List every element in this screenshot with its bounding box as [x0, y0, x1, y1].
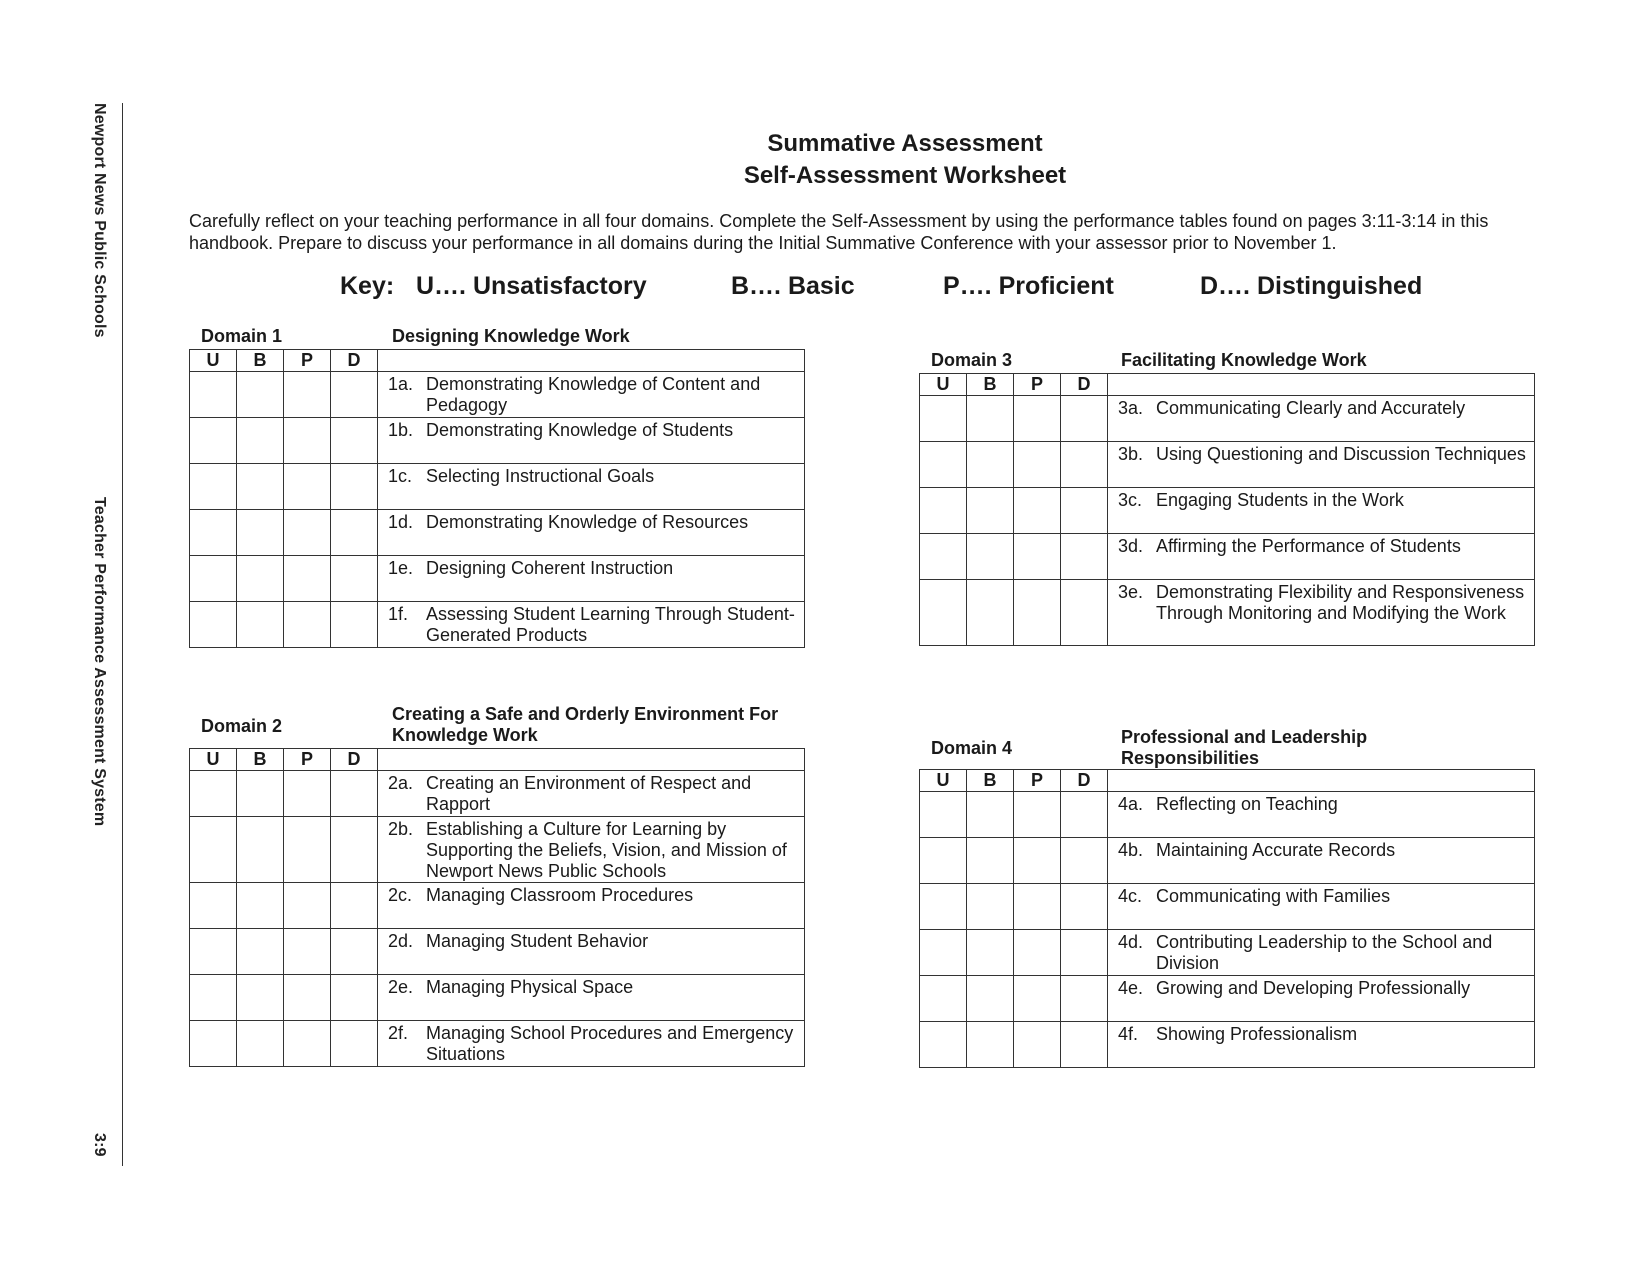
rating-box-d[interactable] — [331, 464, 378, 510]
component-code: 2a. — [388, 773, 414, 793]
component-cell — [1108, 442, 1535, 488]
rating-box-d[interactable] — [331, 771, 378, 817]
component-cell — [378, 418, 805, 464]
component-text: Demonstrating Flexibility and Responsiveness Through Monitoring and Modifying the Work — [1156, 582, 1525, 623]
rating-box-p[interactable] — [1014, 488, 1061, 534]
component-text: Affirming the Performance of Students — [1156, 536, 1461, 556]
component-cell — [1108, 534, 1535, 580]
rating-box-u[interactable] — [190, 817, 237, 883]
domain-2-table — [189, 748, 805, 1067]
domain-1-table — [189, 349, 805, 648]
component-code: 2e. — [388, 977, 414, 997]
rating-box-p[interactable] — [1014, 792, 1061, 838]
rating-box-p[interactable] — [284, 464, 331, 510]
table-row — [920, 580, 1535, 646]
rating-box-d[interactable] — [1061, 534, 1108, 580]
rating-box-d[interactable] — [331, 1021, 378, 1067]
rating-box-p[interactable] — [1014, 1022, 1061, 1068]
component-cell — [378, 372, 805, 418]
component-code: 1f. — [388, 604, 409, 624]
rating-box-d[interactable] — [1061, 884, 1108, 930]
component-text: Managing Student Behavior — [426, 931, 649, 951]
component-cell — [1108, 884, 1535, 930]
rating-box-u[interactable] — [920, 838, 967, 884]
table-row — [190, 975, 805, 1021]
rating-box-d[interactable] — [1061, 488, 1108, 534]
rating-box-p[interactable] — [284, 418, 331, 464]
component-cell — [378, 771, 805, 817]
table-row — [190, 929, 805, 975]
component-cell — [378, 556, 805, 602]
rating-box-b[interactable] — [237, 510, 284, 556]
table-row — [920, 396, 1535, 442]
rating-box-d[interactable] — [1061, 442, 1108, 488]
table-row — [190, 771, 805, 817]
rating-box-u[interactable] — [190, 929, 237, 975]
rating-box-u[interactable] — [190, 883, 237, 929]
component-text: Demonstrating Knowledge of Resources — [426, 512, 749, 532]
column-header-d: D — [1061, 374, 1108, 396]
component-text: Designing Coherent Instruction — [426, 558, 674, 578]
rating-box-u[interactable] — [190, 975, 237, 1021]
rating-box-b[interactable] — [967, 792, 1014, 838]
rating-box-d[interactable] — [1061, 976, 1108, 1022]
domain-1-label: Domain 1 — [201, 326, 283, 346]
margin-rule — [122, 103, 123, 1166]
component-cell — [1108, 396, 1535, 442]
rating-box-b[interactable] — [967, 488, 1014, 534]
rating-box-p[interactable] — [1014, 930, 1061, 976]
rating-box-d[interactable] — [331, 602, 378, 648]
component-cell — [1108, 792, 1535, 838]
rating-box-d[interactable] — [1061, 580, 1108, 646]
component-cell — [1108, 488, 1535, 534]
column-header-p: P — [284, 350, 331, 372]
rating-box-d[interactable] — [331, 418, 378, 464]
rating-box-b[interactable] — [967, 1022, 1014, 1068]
instructions-paragraph: Carefully reflect on your teaching performance in all four domains. Complete the Self-Assessment by using the performance tables found on pages 3:11-3:14 in this handbook. Prepare to discuss your performance in all domains during the Initial Summative Conference with your assessor prior to November 1. — [189, 211, 1489, 253]
rating-box-u[interactable] — [920, 534, 967, 580]
rating-box-u[interactable] — [190, 510, 237, 556]
rating-box-b[interactable] — [967, 930, 1014, 976]
component-text: Creating an Environment of Respect and Rapport — [426, 773, 752, 814]
table-row — [190, 556, 805, 602]
rating-box-u[interactable] — [920, 1022, 967, 1068]
rating-box-p[interactable] — [1014, 580, 1061, 646]
component-text: Demonstrating Knowledge of Content and Pedagogy — [426, 374, 761, 415]
component-text: Growing and Developing Professionally — [1156, 978, 1471, 998]
domain-2-label: Domain 2 — [201, 716, 283, 736]
table-row — [920, 976, 1535, 1022]
component-cell — [378, 817, 805, 883]
rating-box-p[interactable] — [1014, 838, 1061, 884]
rating-box-p[interactable] — [284, 975, 331, 1021]
table-row — [190, 510, 805, 556]
rating-box-u[interactable] — [920, 580, 967, 646]
component-text: Managing Classroom Procedures — [426, 885, 694, 905]
rating-box-p[interactable] — [284, 1021, 331, 1067]
rating-box-u[interactable] — [190, 464, 237, 510]
rating-box-p[interactable] — [1014, 884, 1061, 930]
rating-box-b[interactable] — [237, 1021, 284, 1067]
rating-box-u[interactable] — [920, 930, 967, 976]
column-header-descriptor — [1108, 770, 1535, 792]
rating-box-d[interactable] — [331, 817, 378, 883]
rating-box-u[interactable] — [920, 442, 967, 488]
rating-box-d[interactable] — [1061, 396, 1108, 442]
component-text: Managing School Procedures and Emergency Situations — [426, 1023, 794, 1064]
rating-box-d[interactable] — [331, 372, 378, 418]
domain-4-title: Professional and Leadership Responsibilities — [1121, 727, 1368, 768]
component-text: Maintaining Accurate Records — [1156, 840, 1396, 860]
column-header-b: B — [967, 374, 1014, 396]
component-code: 1e. — [388, 558, 414, 578]
table-row — [190, 1021, 805, 1067]
component-text: Establishing a Culture for Learning by Supporting the Beliefs, Vision, and Mission of Newport News Public Schools — [426, 819, 787, 881]
rating-box-b[interactable] — [237, 929, 284, 975]
column-header-p: P — [284, 749, 331, 771]
rating-box-u[interactable] — [190, 602, 237, 648]
rating-box-p[interactable] — [284, 883, 331, 929]
component-text: Communicating Clearly and Accurately — [1156, 398, 1466, 418]
rating-box-u[interactable] — [920, 976, 967, 1022]
column-header-b: B — [237, 350, 284, 372]
rating-box-p[interactable] — [1014, 442, 1061, 488]
domain-3-table — [919, 373, 1535, 646]
component-text: Using Questioning and Discussion Techniques — [1156, 444, 1526, 464]
table-row — [190, 418, 805, 464]
component-cell — [1108, 1022, 1535, 1068]
rating-box-p[interactable] — [1014, 396, 1061, 442]
rating-box-p[interactable] — [1014, 976, 1061, 1022]
component-cell — [1108, 930, 1535, 976]
component-code: 1a. — [388, 374, 414, 394]
component-code: 3a. — [1118, 398, 1144, 418]
rating-box-p[interactable] — [284, 372, 331, 418]
component-cell — [378, 464, 805, 510]
rating-box-b[interactable] — [237, 556, 284, 602]
rating-box-b[interactable] — [237, 372, 284, 418]
column-header-u: U — [920, 374, 967, 396]
rating-box-b[interactable] — [237, 771, 284, 817]
component-code: 2b. — [388, 819, 414, 839]
column-header-descriptor — [378, 350, 805, 372]
rating-box-d[interactable] — [1061, 930, 1108, 976]
rating-box-b[interactable] — [967, 838, 1014, 884]
rating-box-p[interactable] — [284, 556, 331, 602]
column-header-descriptor — [1108, 374, 1535, 396]
table-row — [190, 602, 805, 648]
component-cell — [378, 510, 805, 556]
component-text: Communicating with Families — [1156, 886, 1391, 906]
rating-box-b[interactable] — [967, 976, 1014, 1022]
table-row — [190, 883, 805, 929]
component-text: Engaging Students in the Work — [1156, 490, 1404, 510]
component-code: 4f. — [1118, 1024, 1139, 1044]
rating-box-b[interactable] — [237, 817, 284, 883]
rating-box-u[interactable] — [190, 556, 237, 602]
rating-box-b[interactable] — [237, 975, 284, 1021]
component-cell — [1108, 976, 1535, 1022]
component-code: 4c. — [1118, 886, 1143, 906]
rating-box-p[interactable] — [284, 771, 331, 817]
table-row — [190, 372, 805, 418]
side-system-label: Teacher Performance Assessment System — [91, 497, 108, 827]
rating-box-d[interactable] — [331, 556, 378, 602]
rating-box-u[interactable] — [920, 396, 967, 442]
column-header-d: D — [331, 350, 378, 372]
rating-box-p[interactable] — [284, 602, 331, 648]
rating-box-u[interactable] — [920, 884, 967, 930]
domain-4-table — [919, 769, 1535, 1068]
key-unsatisfactory: U…. Unsatisfactory — [416, 272, 647, 300]
component-cell — [1108, 580, 1535, 646]
component-cell — [378, 929, 805, 975]
table-row — [920, 534, 1535, 580]
rating-box-d[interactable] — [1061, 792, 1108, 838]
component-code: 3b. — [1118, 444, 1144, 464]
component-text: Reflecting on Teaching — [1156, 794, 1338, 814]
column-header-p: P — [1014, 374, 1061, 396]
component-code: 3c. — [1118, 490, 1143, 510]
component-code: 4d. — [1118, 932, 1144, 952]
rating-box-p[interactable] — [284, 929, 331, 975]
domain-1-title: Designing Knowledge Work — [392, 326, 630, 346]
rating-box-b[interactable] — [237, 464, 284, 510]
rating-box-d[interactable] — [331, 883, 378, 929]
rating-box-d[interactable] — [1061, 1022, 1108, 1068]
column-header-b: B — [967, 770, 1014, 792]
rating-box-p[interactable] — [284, 817, 331, 883]
key-proficient: P…. Proficient — [943, 272, 1114, 300]
domain-3-label: Domain 3 — [931, 350, 1013, 370]
rating-box-u[interactable] — [190, 1021, 237, 1067]
component-cell — [378, 1021, 805, 1067]
rating-box-u[interactable] — [920, 488, 967, 534]
rating-box-b[interactable] — [237, 883, 284, 929]
rating-box-b[interactable] — [237, 418, 284, 464]
rating-box-p[interactable] — [284, 510, 331, 556]
table-row — [920, 838, 1535, 884]
component-text: Demonstrating Knowledge of Students — [426, 420, 734, 440]
component-code: 2c. — [388, 885, 413, 905]
rating-box-d[interactable] — [331, 975, 378, 1021]
table-row — [920, 792, 1535, 838]
table-row — [920, 930, 1535, 976]
component-code: 3d. — [1118, 536, 1144, 556]
component-text: Showing Professionalism — [1156, 1024, 1358, 1044]
rating-box-d[interactable] — [1061, 838, 1108, 884]
column-header-u: U — [920, 770, 967, 792]
key-label: Key: — [340, 272, 395, 300]
rating-box-p[interactable] — [1014, 534, 1061, 580]
component-cell — [378, 602, 805, 648]
table-row — [920, 1022, 1535, 1068]
key-distinguished: D…. Distinguished — [1200, 272, 1423, 300]
component-code: 1b. — [388, 420, 414, 440]
page-title: Summative Assessment — [767, 130, 1043, 157]
page-subtitle: Self-Assessment Worksheet — [743, 162, 1067, 189]
rating-box-b[interactable] — [967, 580, 1014, 646]
component-code: 4a. — [1118, 794, 1144, 814]
component-cell — [1108, 838, 1535, 884]
table-row — [920, 442, 1535, 488]
rating-box-b[interactable] — [967, 396, 1014, 442]
side-page-number: 3:9 — [91, 1133, 108, 1157]
table-row — [920, 488, 1535, 534]
component-cell — [378, 975, 805, 1021]
key-basic: B…. Basic — [731, 272, 855, 300]
rating-box-d[interactable] — [331, 510, 378, 556]
component-text: Managing Physical Space — [426, 977, 634, 997]
component-code: 4b. — [1118, 840, 1144, 860]
table-row — [190, 464, 805, 510]
table-row — [920, 884, 1535, 930]
domain-3-title: Facilitating Knowledge Work — [1121, 350, 1367, 370]
rating-box-u[interactable] — [920, 792, 967, 838]
component-code: 4e. — [1118, 978, 1144, 998]
component-code: 1d. — [388, 512, 414, 532]
column-header-u: U — [190, 749, 237, 771]
component-code: 3e. — [1118, 582, 1144, 602]
domain-4-label: Domain 4 — [931, 738, 1013, 758]
component-text: Assessing Student Learning Through Student-Generated Products — [426, 604, 795, 645]
domain-2-title: Creating a Safe and Orderly Environment For Knowledge Work — [392, 704, 779, 745]
component-code: 2f. — [388, 1023, 409, 1043]
rating-box-u[interactable] — [190, 372, 237, 418]
table-row — [190, 817, 805, 883]
component-code: 1c. — [388, 466, 413, 486]
component-text: Selecting Instructional Goals — [426, 466, 655, 486]
component-cell — [378, 883, 805, 929]
column-header-descriptor — [378, 749, 805, 771]
component-code: 2d. — [388, 931, 414, 951]
rating-box-b[interactable] — [967, 442, 1014, 488]
rating-box-b[interactable] — [967, 884, 1014, 930]
column-header-d: D — [1061, 770, 1108, 792]
side-org-label: Newport News Public Schools — [91, 103, 108, 338]
rating-box-u[interactable] — [190, 418, 237, 464]
rating-box-b[interactable] — [237, 602, 284, 648]
column-header-p: P — [1014, 770, 1061, 792]
rating-box-b[interactable] — [967, 534, 1014, 580]
column-header-d: D — [331, 749, 378, 771]
rating-box-d[interactable] — [331, 929, 378, 975]
rating-box-u[interactable] — [190, 771, 237, 817]
column-header-b: B — [237, 749, 284, 771]
column-header-u: U — [190, 350, 237, 372]
component-text: Contributing Leadership to the School and Division — [1156, 932, 1493, 973]
